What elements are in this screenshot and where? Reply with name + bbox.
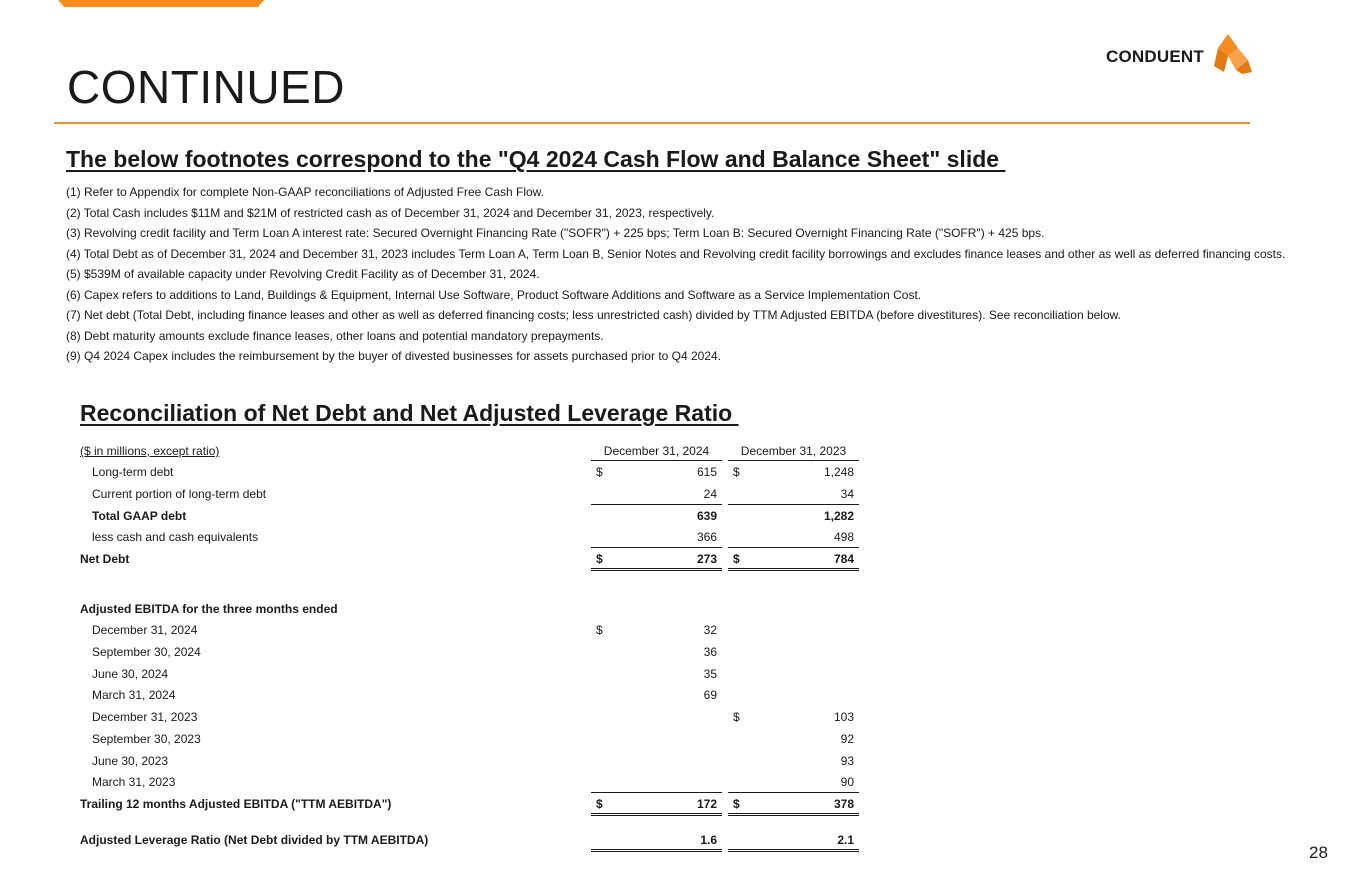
title-divider — [54, 122, 1250, 124]
footnotes-list — [66, 185, 1286, 370]
table-row — [0, 830, 900, 851]
row-label: June 30, 2024 — [92, 667, 169, 681]
value-2024: 172 — [696, 797, 717, 811]
conduent-logo — [1106, 34, 1256, 76]
subtotal-rule — [591, 547, 722, 548]
units-label: ($ in millions, except ratio) — [80, 444, 220, 458]
row-label: Total GAAP debt — [92, 509, 187, 523]
header-underline-2 — [728, 460, 859, 461]
currency-sign: $ — [733, 797, 740, 811]
row-label: March 31, 2023 — [92, 775, 176, 789]
table-row — [0, 772, 900, 793]
table-row — [0, 729, 900, 750]
table-row — [0, 599, 900, 620]
slide-title: CONTINUED — [67, 61, 345, 113]
subtotal-rule — [591, 504, 722, 505]
footnote-6: (6) Capex refers to additions to Land, Buildings & Equipment, Internal Use Software, Product Software Additions and Software as a Service Implementation Cost. — [66, 287, 922, 302]
value-2023: 93 — [840, 754, 854, 768]
conduent-cube-icon — [1210, 34, 1252, 74]
subtotal-rule — [591, 792, 722, 793]
currency-sign: $ — [596, 797, 603, 811]
row-label: Adjusted Leverage Ratio (Net Debt divided by TTM AEBITDA) — [80, 833, 429, 847]
total-double-rule — [591, 568, 722, 571]
value-2024: 36 — [703, 645, 717, 659]
total-double-rule — [591, 849, 722, 852]
value-2024: 639 — [696, 509, 717, 523]
total-double-rule — [728, 568, 859, 571]
value-2024: 69 — [703, 688, 717, 702]
value-2024: 1.6 — [700, 833, 717, 847]
table-row — [0, 685, 900, 706]
value-2023: 784 — [833, 552, 854, 566]
currency-sign: $ — [733, 710, 740, 724]
section-label: Adjusted EBITDA for the three months ended — [80, 602, 338, 616]
row-label: less cash and cash equivalents — [92, 530, 259, 544]
value-2023: 1,282 — [823, 509, 854, 523]
row-label: March 31, 2024 — [92, 688, 176, 702]
currency-sign: $ — [596, 465, 603, 479]
total-double-rule — [591, 813, 722, 816]
row-label: September 30, 2023 — [92, 732, 201, 746]
footnote-5: (5) $539M of available capacity under Revolving Credit Facility as of December 31, 2024. — [66, 267, 540, 281]
row-label: September 30, 2024 — [92, 645, 201, 659]
row-label: Current portion of long-term debt — [92, 487, 267, 501]
footnote-8: (8) Debt maturity amounts exclude finance leases, other loans and potential mandatory prepayments. — [66, 328, 604, 343]
value-2024: 615 — [696, 465, 717, 479]
subtotal-rule — [728, 792, 859, 793]
total-double-rule — [728, 813, 859, 816]
value-2024: 366 — [696, 530, 717, 544]
value-2023: 498 — [833, 530, 854, 544]
currency-sign: $ — [733, 552, 740, 566]
reconciliation-heading: Reconciliation of Net Debt and Net Adjusted Leverage Ratio — [80, 400, 739, 426]
table-row — [0, 751, 900, 772]
currency-sign: $ — [596, 623, 603, 637]
top-accent-bar — [58, 0, 264, 7]
row-label: Trailing 12 months Adjusted EBITDA ("TTM AEBITDA") — [80, 797, 392, 811]
table-row — [0, 794, 900, 815]
table-row — [0, 462, 900, 483]
header-underline-1 — [591, 460, 722, 461]
value-2024: 24 — [703, 487, 717, 501]
value-2024: 35 — [703, 667, 717, 681]
footnote-3: (3) Revolving credit facility and Term Loan A interest rate: Secured Overnight Financing Rate ("SOFR") + 225 bps; Term Loan B: Secured Overnight Financing Rate ("SOFR") + 425 bps. — [66, 226, 1045, 240]
value-2023: 2.1 — [837, 833, 854, 847]
value-2023: 1,248 — [823, 465, 854, 479]
table-row — [0, 620, 900, 641]
table-row — [0, 549, 900, 570]
value-2024: 273 — [696, 552, 717, 566]
subtotal-rule — [728, 547, 859, 548]
row-label: Long-term debt — [92, 465, 174, 479]
footnote-4: (4) Total Debt as of December 31, 2024 and December 31, 2023 includes Term Loan A, Term Loan B, Senior Notes and Revolving credit facility borrowings and excludes finance leases and other as well as deferred financing costs. — [66, 246, 1286, 261]
value-2024: 32 — [703, 623, 717, 637]
total-double-rule — [728, 849, 859, 852]
table-row — [0, 484, 900, 505]
value-2023: 103 — [833, 710, 854, 724]
row-label: December 31, 2023 — [92, 710, 198, 724]
footnote-9: (9) Q4 2024 Capex includes the reimbursement by the buyer of divested businesses for assets purchased prior to Q4 2024. — [66, 349, 722, 363]
page-number: 28 — [1309, 843, 1328, 862]
table-row — [0, 506, 900, 527]
footnote-1: (1) Refer to Appendix for complete Non-GAAP reconciliations of Adjusted Free Cash Flow. — [66, 185, 545, 199]
table-row — [0, 527, 900, 548]
currency-sign: $ — [733, 465, 740, 479]
value-2023: 92 — [840, 732, 854, 746]
currency-sign: $ — [596, 552, 603, 566]
row-label: December 31, 2024 — [92, 623, 198, 637]
row-label: June 30, 2023 — [92, 754, 169, 768]
table-row — [0, 642, 900, 663]
value-2023: 34 — [840, 487, 854, 501]
table-row — [0, 664, 900, 685]
footnote-7: (7) Net debt (Total Debt, including finance leases and other as well as deferred financing costs; less unrestricted cash) divided by TTM Adjusted EBITDA (before divestitures). See reconciliation below. — [66, 308, 1121, 322]
value-2023: 378 — [833, 797, 854, 811]
column-header-2023: December 31, 2023 — [740, 444, 847, 458]
subtotal-rule — [728, 504, 859, 505]
footnotes-heading: The below footnotes correspond to the "Q4 2024 Cash Flow and Balance Sheet" slide — [66, 146, 1006, 172]
column-header-2024: December 31, 2024 — [603, 444, 710, 458]
footnote-2: (2) Total Cash includes $11M and $21M of restricted cash as of December 31, 2024 and December 31, 2023, respectively. — [66, 205, 715, 220]
logo-text: CONDUENT — [1106, 47, 1204, 66]
table-row — [0, 707, 900, 728]
value-2023: 90 — [840, 775, 854, 789]
row-label: Net Debt — [80, 552, 130, 566]
